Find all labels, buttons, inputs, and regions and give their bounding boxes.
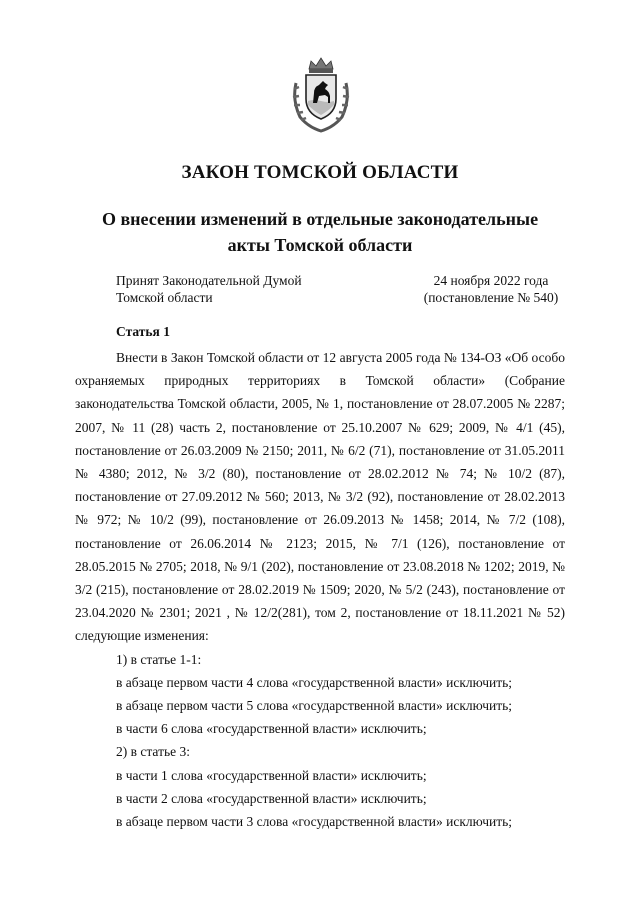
law-title: ЗАКОН ТОМСКОЙ ОБЛАСТИ bbox=[181, 162, 459, 183]
amendment-item: 2) в статье 3: bbox=[116, 744, 190, 760]
adopted-by bbox=[116, 272, 302, 306]
tomsk-oblast-coat-of-arms-icon bbox=[290, 55, 352, 133]
amendment-item: в абзаце первом части 4 слова «государственной власти» исключить; bbox=[116, 674, 513, 690]
article-intro-paragraph: Внести в Закон Томской области от 12 августа 2005 года № 134-ОЗ «Об особо охраняемых природных территориях в Томской области» (Собрание законодательства Томской области, 2005, № 1, постановление от 28.07.2005 № 2287; 2007, № 11 (28) часть 2, постановление от 25.10.2007 № 629; 2009, № 4/1 (45), постановление от 26.03.2009 № 2150; 2011, № 6/2 (71), постановление от 31.05.2011 № 4380; 2012, № 3/2 (80), постановление от 28.02.2012 № 74; № 10/2 (87), постановление от 27.09.2012 № 560; 2013, № 3/2 (92), постановление от 28.02.2013 № 972; № 10/2 (99), постановление от 26.09.2013 № 1458; 2014, № 7/2 (108), постановление от 26.06.2014 № 2123; 2015, № 7/1 (126), постановление от 28.05.2015 № 2705; 2018, № 9/1 (202), постановление от 23.08.2018 № 1202; 2019, № 3/2 (215), постановление от 28.02.2019 № 1509; 2020, № 5/2 (243), постановление от 23.04.2020 № 2301; 2021 , № 12/2(281), том 2, постановление от 18.11.2021 № 52) следующие изменения: bbox=[75, 350, 565, 644]
amendment-item: в части 2 слова «государственной власти» исключить; bbox=[116, 790, 427, 806]
law-subject-line-2: акты Томской области bbox=[227, 235, 413, 255]
law-subject-line-1: О внесении изменений в отдельные законодательные bbox=[101, 209, 539, 229]
amendment-item: в части 1 слова «государственной власти» исключить; bbox=[116, 767, 427, 783]
adopted-by-line-2: Томской области bbox=[116, 290, 213, 305]
article-heading: Статья 1 bbox=[116, 324, 170, 339]
article-body bbox=[75, 346, 565, 833]
amendment-item: в абзаце первом части 3 слова «государственной власти» исключить; bbox=[116, 814, 513, 830]
adopted-by-line-1: Принят Законодательной Думой bbox=[116, 273, 302, 288]
adoption-date-line-1: 24 ноября 2022 года bbox=[433, 273, 549, 288]
adoption-date-line-2: (постановление № 540) bbox=[423, 290, 559, 305]
amendment-item: в части 6 слова «государственной власти» исключить; bbox=[116, 721, 427, 737]
amendment-item: в абзаце первом части 5 слова «государственной власти» исключить; bbox=[116, 698, 513, 714]
law-subject bbox=[60, 206, 580, 258]
amendment-item: 1) в статье 1-1: bbox=[116, 651, 202, 667]
adoption-date bbox=[416, 272, 566, 306]
